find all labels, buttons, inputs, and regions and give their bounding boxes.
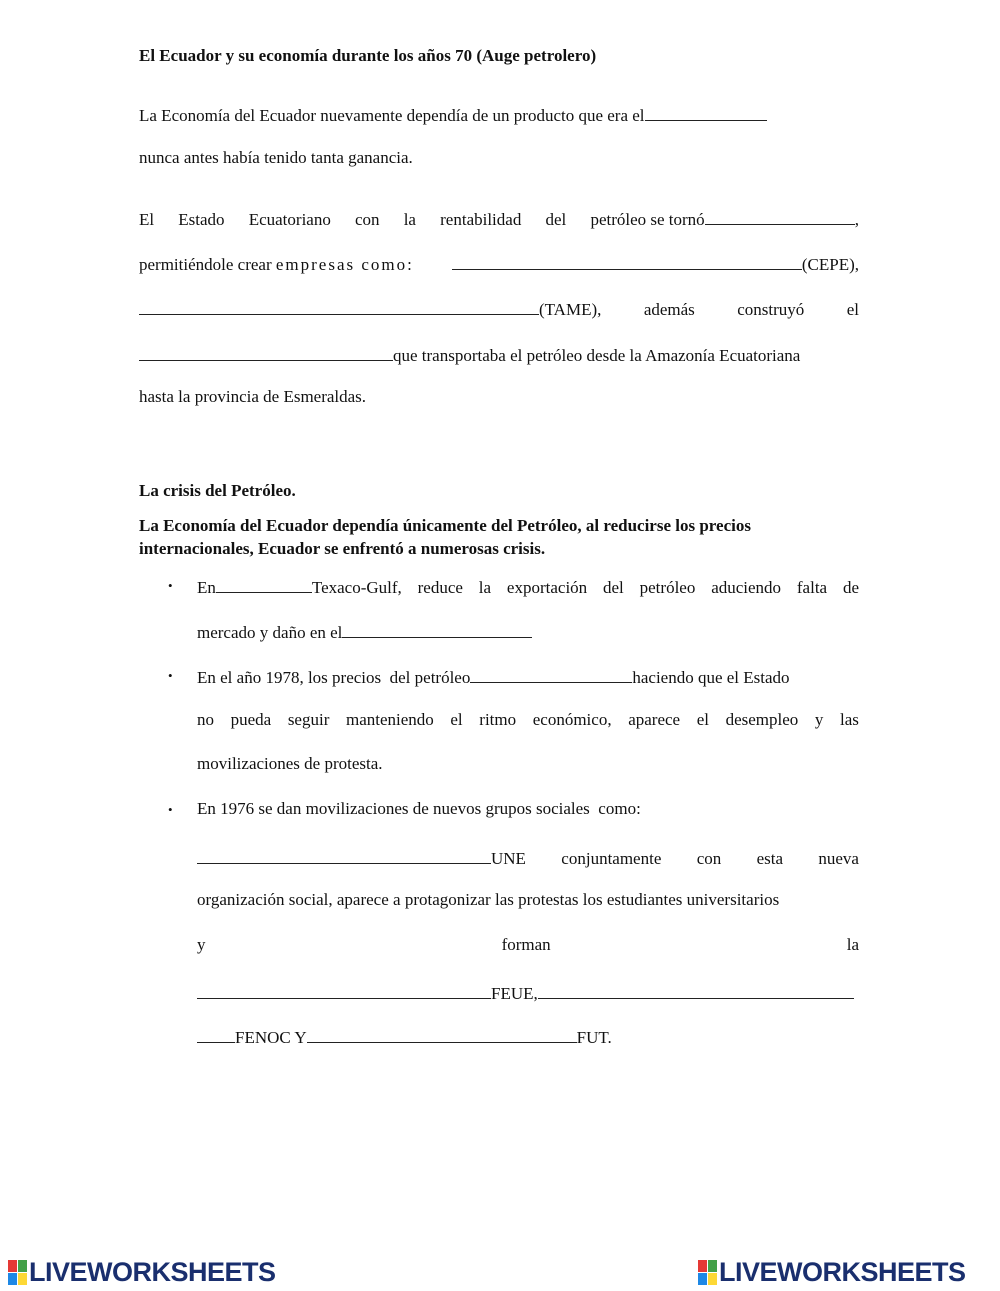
paragraph-line: El Estado Ecuatoriano con la rentabilidad del petróleo se tornó , <box>139 207 859 230</box>
list-item-line: y forman la <box>197 935 859 954</box>
liveworksheets-logo: LIVEWORKSHEETS <box>698 1258 966 1286</box>
list-item-line: FEUE, <box>197 981 854 1004</box>
paragraph-line: La Economía del Ecuador nuevamente dependía de un producto que era el <box>139 103 767 126</box>
answer-blank[interactable] <box>645 103 767 121</box>
list-item: En Texaco-Gulf, reduce la exportación del petróleo aduciendo falta de <box>197 575 859 598</box>
answer-blank[interactable] <box>452 252 802 270</box>
answer-blank[interactable] <box>197 846 491 864</box>
bullet-icon: • <box>168 802 173 817</box>
section2-title: La crisis del Petróleo. <box>139 481 296 500</box>
paragraph-line: (TAME), además construyó el <box>139 297 859 320</box>
answer-blank[interactable] <box>139 343 393 361</box>
list-item-line: mercado y daño en el <box>197 620 532 643</box>
logo-icon <box>698 1260 717 1285</box>
answer-blank[interactable] <box>216 575 312 593</box>
section1-title: El Ecuador y su economía durante los años 70 (Auge petrolero) <box>139 46 597 65</box>
list-item-line: UNE conjuntamente con esta nueva <box>197 846 859 869</box>
answer-blank[interactable] <box>470 665 632 683</box>
answer-blank[interactable] <box>342 620 532 638</box>
answer-blank[interactable] <box>538 981 854 999</box>
answer-blank[interactable] <box>307 1025 577 1043</box>
logo-icon <box>8 1260 27 1285</box>
paragraph-line: permitiéndole crear empresas como: (CEPE), <box>139 252 859 275</box>
answer-blank[interactable] <box>197 1025 235 1043</box>
liveworksheets-logo: LIVEWORKSHEETS <box>8 1258 276 1286</box>
list-item-line: organización social, aparece a protagonizar las protestas los estudiantes universitarios <box>197 890 780 909</box>
answer-blank[interactable] <box>705 207 855 225</box>
list-item: En 1976 se dan movilizaciones de nuevos grupos sociales como: <box>197 799 641 818</box>
list-item-line: movilizaciones de protesta. <box>197 754 383 773</box>
list-item: En el año 1978, los precios del petróleo haciendo que el Estado <box>197 665 790 688</box>
intro-line: La Economía del Ecuador dependía únicamente del Petróleo, al reducirse los precios <box>139 516 751 535</box>
paragraph-line: nunca antes había tenido tanta ganancia. <box>139 148 413 167</box>
bullet-icon: • <box>168 668 173 683</box>
list-item-line: FENOC Y FUT. <box>197 1025 612 1048</box>
paragraph-line: que transportaba el petróleo desde la Amazonía Ecuatoriana <box>139 343 800 366</box>
intro-line: internacionales, Ecuador se enfrentó a numerosas crisis. <box>139 539 546 558</box>
paragraph-line: hasta la provincia de Esmeraldas. <box>139 387 367 406</box>
list-item-line: no pueda seguir manteniendo el ritmo económico, aparece el desempleo y las <box>197 710 859 729</box>
bullet-icon: • <box>168 578 173 593</box>
answer-blank[interactable] <box>197 981 491 999</box>
answer-blank[interactable] <box>139 297 539 315</box>
